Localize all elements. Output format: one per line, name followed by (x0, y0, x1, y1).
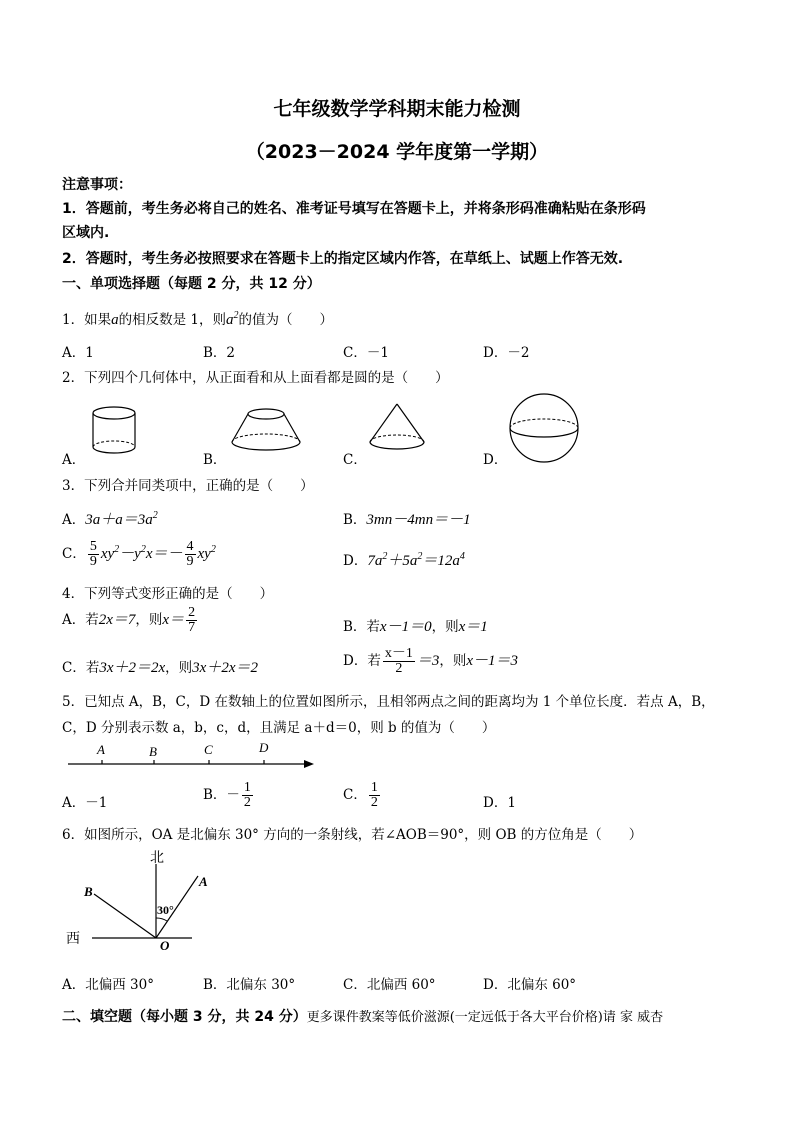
axis-point-b: B (149, 744, 157, 759)
sphere-icon (508, 392, 580, 464)
question-5-line-2: C，D 分别表示数 a，b，c，d，且满足 a＋d＝0，则 b 的值为（ ） (62, 720, 496, 736)
question-4-option-b[interactable]: B．若x－1＝0，则x＝1 (343, 619, 488, 635)
question-5-option-a[interactable]: A．－1 (62, 795, 108, 811)
question-2-stem: 2．下列四个几何体中，从正面看和从上面看都是圆的是（ ） (62, 370, 449, 386)
page-title: 七年级数学学科期末能力检测 (273, 98, 521, 120)
bearing-figure (60, 846, 230, 956)
question-3-option-a[interactable]: A．$3a+a=3a^2$ (62, 510, 158, 528)
angle-label: 30° (157, 903, 174, 917)
question-1-option-d[interactable]: D．－2 (483, 345, 530, 361)
question-2-option-a[interactable]: A． (62, 452, 86, 468)
axis-point-c: C (204, 742, 213, 757)
question-2-option-d[interactable]: D． (483, 452, 508, 468)
section-2-heading-row (62, 1006, 663, 1026)
section-1-heading: 一、单项选择题（每题 2 分，共 12 分） (62, 276, 321, 292)
question-6-stem: 6．如图所示，OA 是北偏东 30° 方向的一条射线，若∠AOB＝90°，则 OB 的方位角是（ ） (62, 827, 643, 843)
question-1-option-c[interactable]: C．－1 (343, 345, 389, 361)
origin-label: O (160, 938, 170, 953)
question-4-option-a[interactable]: A．若2x＝7，则x＝ $\frac{2}{7}$ (62, 605, 196, 635)
question-4-option-c[interactable]: C．若3x＋2＝2x，则3x＋2x＝2 (62, 660, 258, 676)
notes-item-1-line-2: 区域内. (62, 225, 110, 241)
question-1-option-a[interactable]: A．1 (62, 345, 94, 361)
question-5-option-b[interactable]: B．－ $\frac{1}{2}$ (203, 780, 251, 810)
ray-b-label: B (84, 884, 93, 899)
question-6-option-d[interactable]: D．北偏东 60° (483, 977, 577, 993)
notes-item-1-line-1: 1．答题前，考生务必将自己的姓名、准考证号填写在答题卡上，并将条形码准确粘贴在条形码 (62, 201, 646, 217)
question-6-option-c[interactable]: C．北偏西 60° (343, 977, 436, 993)
question-3-option-d[interactable]: D．$7a^2+5a^2=12a^4$ (343, 551, 465, 569)
question-4-option-d[interactable]: D．若 $\frac{x-1}{2}$ ＝3，则x－1＝3 (343, 646, 519, 676)
axis-point-d: D (259, 740, 269, 755)
question-6-option-b[interactable]: B．北偏东 30° (203, 977, 296, 993)
notes-heading: 注意事项： (62, 177, 132, 193)
notes-item-2: 2．答题时，考生务必按照要求在答题卡上的指定区域内作答，在草纸上、试题上作答无效. (62, 251, 624, 267)
question-4-stem: 4．下列等式变形正确的是（ ） (62, 586, 274, 602)
question-5-line-1: 5．已知点 A，B，C，D 在数轴上的位置如图所示，且相邻两点之间的距离均为 1 个单位长度．若点 A，B， (62, 694, 715, 710)
question-5-option-c[interactable]: C． $\frac{1}{2}$ (343, 780, 378, 810)
north-label: 北 (150, 851, 164, 866)
question-1-stem: 1．如果a的相反数是 1，则$a^2$的值为（ ） (62, 310, 333, 328)
page-subtitle: （2023－2024 学年度第一学期） (245, 141, 549, 163)
question-1-option-b[interactable]: B．2 (203, 345, 236, 361)
question-3-option-c[interactable]: C． $\frac{5}{9}$ $xy^2-y^2x=-$ $\frac{4}{9}$ $xy^2$ (62, 539, 216, 569)
number-line-figure (66, 740, 320, 774)
question-3-stem: 3．下列合并同类项中，正确的是（ ） (62, 478, 314, 494)
question-2-option-b[interactable]: B． (203, 452, 227, 468)
section-2-trailer: 更多课件教案等低价滋源(一定远低于各大平台价格)请 家 威杏 (306, 1010, 664, 1025)
question-5-option-d[interactable]: D．1 (483, 795, 516, 811)
question-2-option-c[interactable]: C． (343, 452, 367, 468)
question-6-option-a[interactable]: A．北偏西 30° (62, 977, 154, 993)
cone-icon (366, 402, 428, 456)
section-2-heading: 二、填空题（每小题 3 分，共 24 分） (62, 1009, 307, 1025)
cylinder-icon (84, 404, 144, 458)
frustum-icon (228, 404, 304, 456)
question-3-option-b[interactable]: B．3mn－4mn＝－1 (343, 512, 471, 528)
axis-point-a: A (97, 742, 105, 757)
ray-a-label: A (199, 874, 208, 889)
west-label: 西 (66, 932, 80, 947)
